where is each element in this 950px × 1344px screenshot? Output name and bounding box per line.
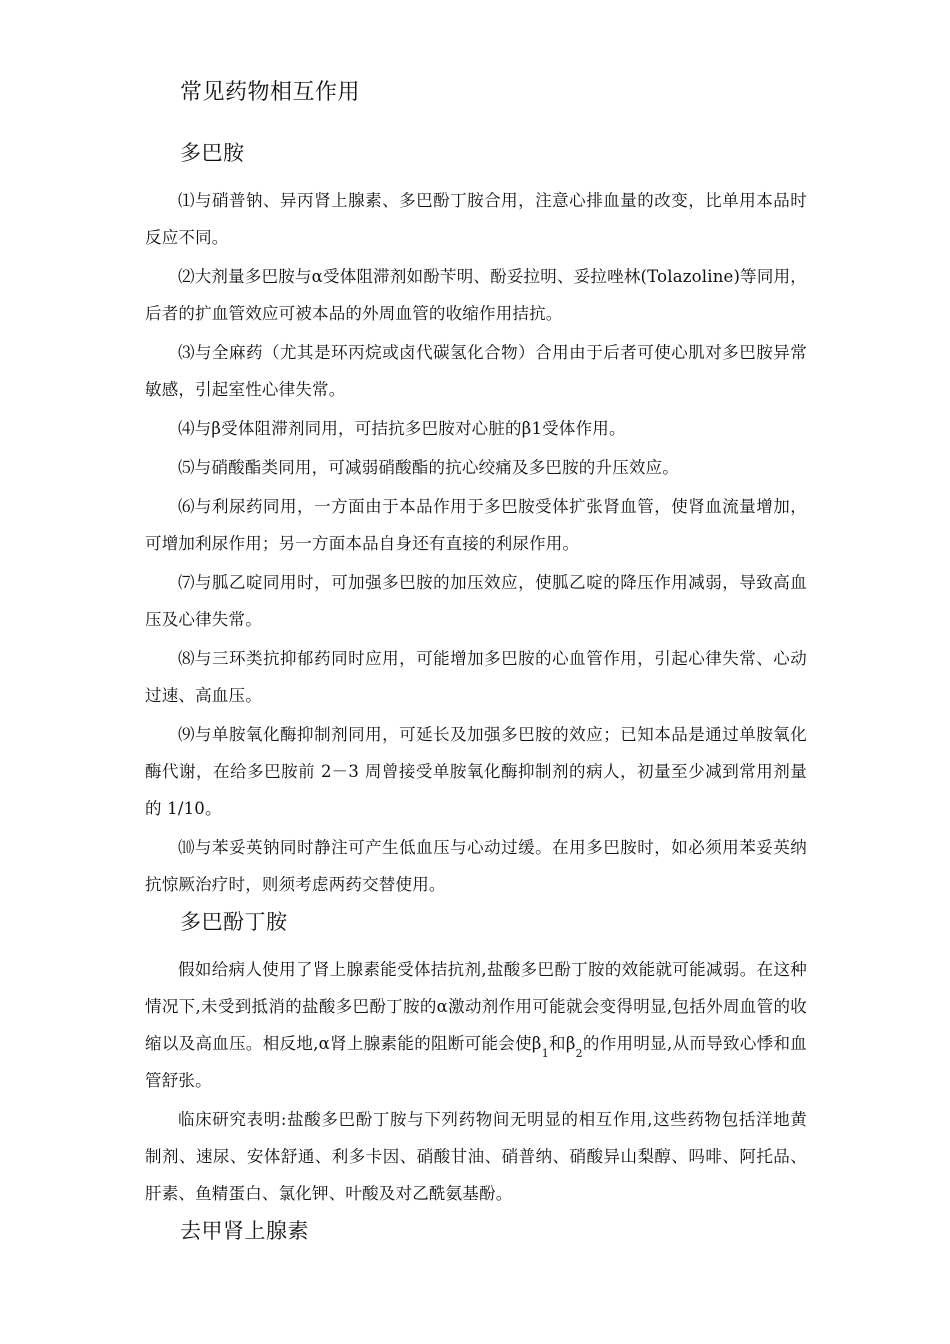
paragraph: ⑼与单胺氧化酶抑制剂同用，可延长及加强多巴胺的效应；已知本品是通过单胺氧化酶代谢，在给多巴胺前 2－3 周曾接受单胺氧化酶抑制剂的病人，初量至少减到常用剂量的 1/10。 (145, 725, 807, 818)
paragraph: ⑷与β受体阻滞剂同用，可拮抗多巴胺对心脏的β1受体作用。 (178, 419, 626, 438)
paragraph-text: 假如给病人使用了肾上腺素能受体拮抗剂,盐酸多巴酚丁胺的效能就可能减弱。在这种情况下,未受到抵消的盐酸多巴酚丁胺的α激动剂作用可能就会变得明显,包括外周血管的收缩以及高血压。相反地,α肾上腺素能的阻断可能会使β (145, 960, 807, 1053)
paragraph-text: 和β (548, 1034, 576, 1053)
section-heading-dobutamine: 多巴酚丁胺 (180, 910, 288, 934)
paragraph: ⑸与硝酸酯类同用，可减弱硝酸酯的抗心绞痛及多巴胺的升压效应。 (178, 458, 679, 477)
paragraph-text: 的作用明显,从而导致心悸和血管舒张。 (145, 1034, 807, 1090)
paragraph: ⑴与硝普钠、异丙肾上腺素、多巴酚丁胺合用，注意心排血量的改变，比单用本品时反应不同。 (145, 191, 807, 247)
paragraph: ⑺与胍乙啶同用时，可加强多巴胺的加压效应，使胍乙啶的降压作用减弱，导致高血压及心律失常。 (145, 573, 807, 629)
paragraph (145, 951, 807, 1099)
subscript: 2 (575, 1047, 583, 1060)
subscript: 1 (541, 1047, 549, 1060)
page-title: 常见药物相互作用 (180, 80, 361, 105)
paragraph: ⑵大剂量多巴胺与α受体阻滞剂如酚苄明、酚妥拉明、妥拉唑林(Tolazoline)等同用，后者的扩血管效应可被本品的外周血管的收缩作用拮抗。 (145, 267, 807, 323)
section-heading-dopamine: 多巴胺 (180, 141, 245, 165)
paragraph: ⑻与三环类抗抑郁药同时应用，可能增加多巴胺的心血管作用，引起心律失常、心动过速、高血压。 (145, 649, 807, 705)
paragraph: ⑶与全麻药（尤其是环丙烷或卤代碳氢化合物）合用由于后者可使心肌对多巴胺异常敏感，引起室性心律失常。 (145, 343, 807, 399)
document-content (145, 76, 807, 1260)
paragraph: ⑽与苯妥英钠同时静注可产生低血压与心动过缓。在用多巴胺时，如必须用苯妥英纳抗惊厥治疗时，则须考虑两药交替使用。 (145, 838, 807, 894)
paragraph: 临床研究表明:盐酸多巴酚丁胺与下列药物间无明显的相互作用,这些药物包括洋地黄制剂、速尿、安体舒通、利多卡因、硝酸甘油、硝普纳、硝酸异山梨醇、吗啡、阿托品、肝素、鱼精蛋白、氯化钾、叶酸及对乙酰氨基酚。 (145, 1110, 807, 1203)
paragraph: ⑹与利尿药同用，一方面由于本品作用于多巴胺受体扩张肾血管，使肾血流量增加，可增加利尿作用；另一方面本品自身还有直接的利尿作用。 (145, 497, 807, 553)
section-heading-norepinephrine: 去甲肾上腺素 (180, 1219, 309, 1243)
